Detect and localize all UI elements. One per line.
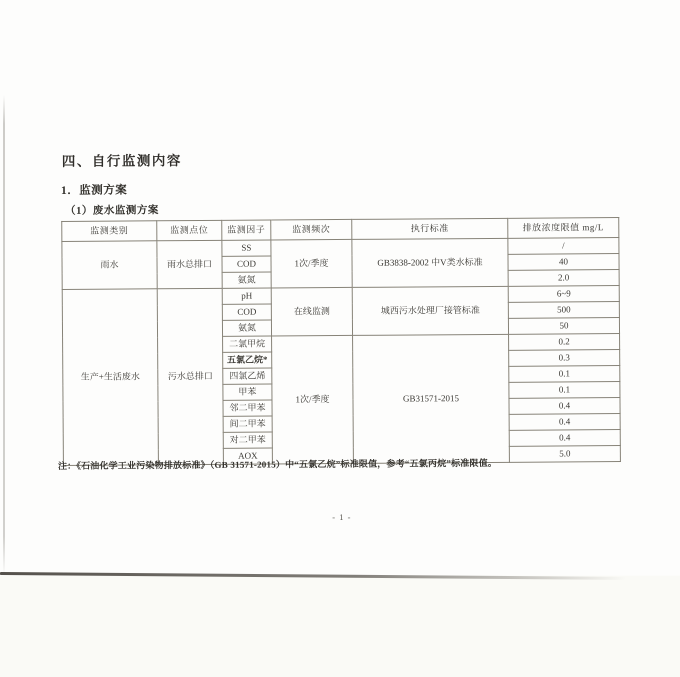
column-header-category: 监测类别 [62,221,157,242]
column-header-limit: 排放浓度限值 mg/L [508,218,619,239]
column-header-factor: 监测因子 [222,220,271,240]
wastewater-monitoring-table [61,217,621,466]
cell-online-factor: COD [222,304,271,320]
cell-rain-factor: 氨氮 [222,272,271,288]
section-heading: 四、自行监测内容 [61,153,182,169]
column-header-standard: 执行标准 [352,218,508,239]
cell-rain-frequency: 1次/季度 [271,239,352,288]
wastewater-plan-heading: （1）废水监测方案 [65,205,159,217]
cell-rain-limit: 2.0 [508,270,619,287]
cell-rain-limit: 40 [508,254,619,271]
cell-rain-limit: / [508,238,619,255]
cell-quarterly-limit: 0.2 [509,334,620,351]
cell-quarterly-frequency: 1次/季度 [272,335,354,464]
cell-quarterly-limit: 0.3 [509,350,620,367]
cell-quarterly-limit: 0.4 [509,430,620,447]
cell-online-limit: 6~9 [508,286,619,303]
cell-wastewater-point: 污水总排口 [157,288,223,464]
cell-online-limit: 500 [508,302,619,319]
cell-quarterly-factor: 邻二甲苯 [223,400,272,416]
cell-quarterly-limit: 5.0 [509,446,620,463]
cell-quarterly-factor: 四氯乙烯 [223,368,272,384]
table-footnote: 注：《石油化学工业污染物排放标准》（GB 31571-2015）中“五氯乙烷”标准限值，参考“五氯丙烷”标准限值。 [57,457,498,471]
cell-rain-standard: GB3838-2002 中V类水标准 [352,238,508,287]
cell-wastewater-category: 生产+生活废水 [62,289,158,466]
cell-online-frequency: 在线监测 [271,287,352,336]
cell-rain-point: 雨水总排口 [157,240,222,288]
cell-online-standard: 城西污水处理厂接管标准 [352,286,508,335]
cell-quarterly-factor-pentachloroethane: 五氯乙烷* [223,352,272,368]
cell-online-limit: 50 [508,318,619,335]
cell-rain-factor: SS [222,240,271,256]
cell-rain-factor: COD [222,256,271,272]
cell-quarterly-limit: 0.4 [509,398,620,415]
cell-quarterly-factor: 甲苯 [223,384,272,400]
column-header-frequency: 监测频次 [271,219,352,240]
cell-quarterly-limit: 0.1 [509,382,620,399]
cell-quarterly-factor: 二氯甲烷 [223,336,272,352]
cell-quarterly-limit: 0.4 [509,414,620,431]
cell-rain-category: 雨水 [62,241,157,290]
column-header-point: 监测点位 [157,220,222,240]
cell-quarterly-factor: 间二甲苯 [223,416,272,432]
cell-quarterly-standard: GB31571-2015 [353,334,510,463]
cell-online-factor: 氨氮 [222,320,271,336]
cell-quarterly-limit: 0.1 [509,366,620,383]
cell-online-factor: pH [222,288,271,304]
cell-quarterly-factor: AOX [223,448,272,464]
cell-quarterly-factor: 对二甲苯 [223,432,272,448]
monitoring-plan-heading: 1．监测方案 [60,184,128,197]
page-number: - 1 - [332,511,352,523]
